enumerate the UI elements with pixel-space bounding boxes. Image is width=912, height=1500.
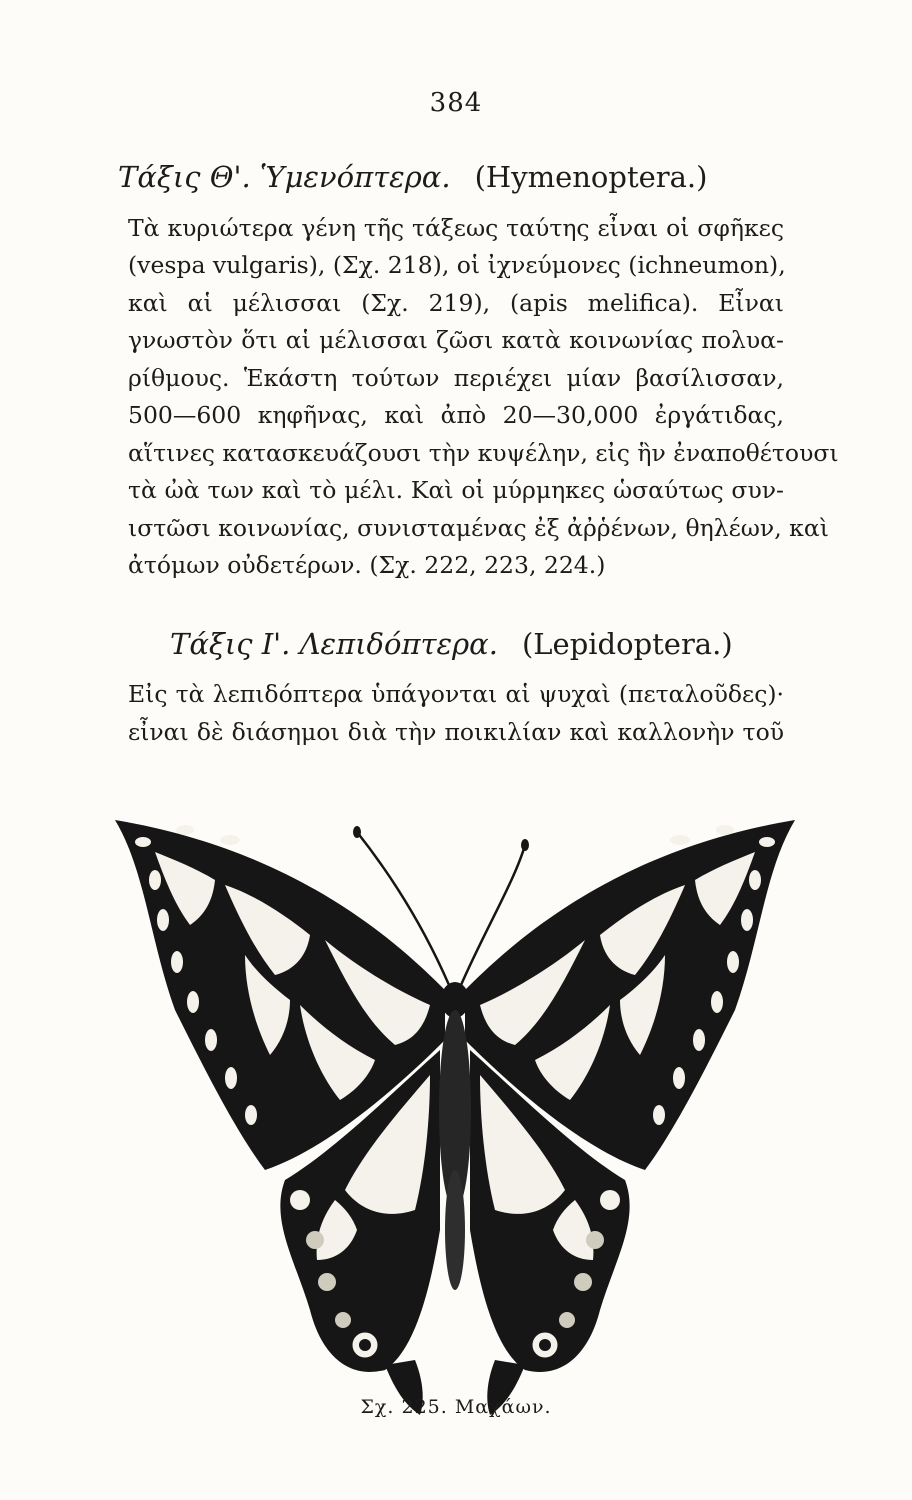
body-line: Τὰ κυριώτερα γένη τῆς τάξεως ταύτης εἶναι οἱ σφῆκες <box>128 214 784 242</box>
swallowtail-butterfly-illustration <box>95 790 815 1420</box>
section-heading-lepidoptera <box>170 627 802 661</box>
section-heading-hymenoptera <box>118 160 802 194</box>
heading-greek: Τάξις Ι'. Λεπιδόπτερα. <box>170 627 498 661</box>
body-line: εἶναι δὲ διάσημοι διὰ τὴν ποικιλίαν καὶ καλλονὴν τοῦ <box>128 718 784 746</box>
body-line: γνωστὸν ὅτι αἱ μέλισσαι ζῶσι κατὰ κοινωνίας πολυα- <box>128 326 784 354</box>
body-line: τὰ ὠὰ των καὶ τὸ μέλι. Καὶ οἱ μύρμηκες ὡσαύτως συν- <box>128 476 784 504</box>
heading-greek: Τάξις Θ'. Ὑμενόπτερα. <box>118 160 451 194</box>
body-line: καὶ αἱ μέλισσαι (Σχ. 219), (apis melifica). Εἶναι <box>128 289 784 317</box>
body-line: (vespa vulgaris), (Σχ. 218), οἱ ἰχνεύμονες (ichneumon), <box>128 251 786 279</box>
heading-latin: (Hymenoptera.) <box>474 160 708 194</box>
body-line: ιστῶσι κοινωνίας, συνισταμένας ἐξ ἀῤῥένων, θηλέων, καὶ <box>128 514 829 542</box>
body-line: ἀτόμων οὐδετέρων. (Σχ. 222, 223, 224.) <box>128 551 606 579</box>
body-line: ρίθμους. Ἑκάστη τούτων περιέχει μίαν βασίλισσαν, <box>128 364 784 392</box>
body-line: 500—600 κηφῆνας, καὶ ἀπὸ 20—30,000 ἐργάτιδας, <box>128 401 784 429</box>
body-line: Εἰς τὰ λεπιδόπτερα ὑπάγονται αἱ ψυχαὶ (πεταλοῦδες)· <box>128 680 784 708</box>
page-number: 384 <box>429 88 483 118</box>
body-line: αἵτινες κατασκευάζουσι τὴν κυψέλην, εἰς ἣν ἐναποθέτουσι <box>128 439 839 467</box>
figure-caption: Σχ. 225. Μαχάων. <box>360 1396 552 1418</box>
heading-latin: (Lepidoptera.) <box>521 627 733 661</box>
